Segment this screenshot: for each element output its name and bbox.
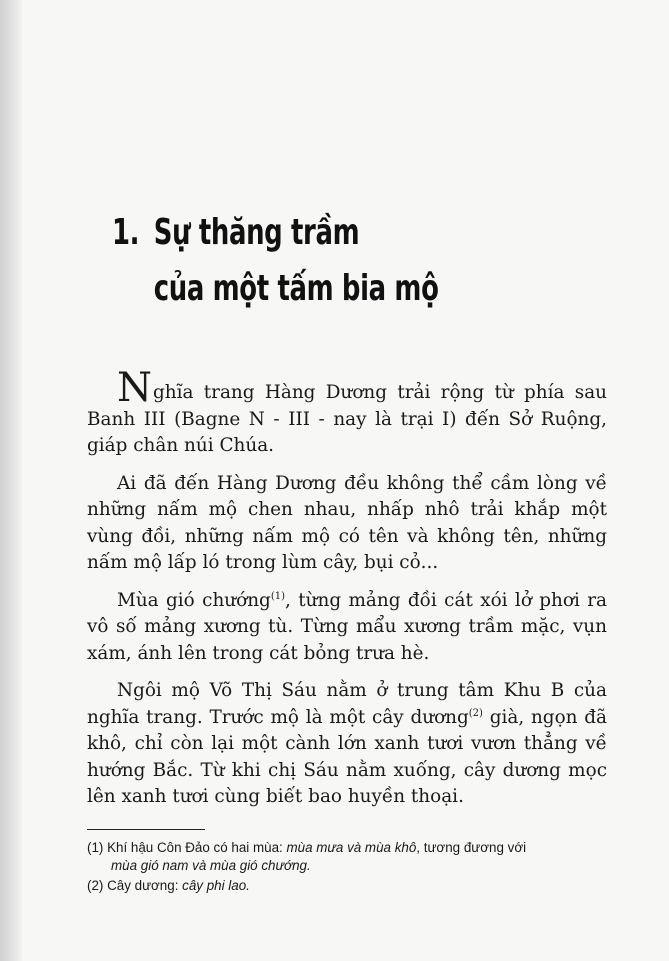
footnote-1-italic-a: mùa mưa và mùa khô — [286, 840, 417, 855]
paragraph-3 — [87, 588, 607, 668]
footnote-2-prefix: (2) Cây dương: — [87, 878, 183, 893]
footnote-ref-2: (2) — [468, 707, 483, 719]
drop-cap: N — [117, 365, 152, 411]
paragraph-2: Ai đã đến Hàng Dương đều không thể cầm lòng về những nấm mộ chen nhau, nhấp nhô trải khắp một vùng đồi, những nấm mộ có tên và không tên, những nấm mộ lấp ló trong lùm cây, bụi cỏ... — [87, 472, 607, 573]
paragraph-4-text-b: già, ngọn đã khô, chỉ còn lại một cành lớn xanh tươi vươn thẳng về hướng Bắc. Từ khi chị Sáu nằm xuống, cây dương mọc lên xanh tươi cùng biết bao huyền thoại. — [87, 706, 607, 807]
footnote-1 — [87, 839, 612, 874]
chapter-title-line-1: Sự thăng trầm — [153, 212, 360, 253]
body-text — [87, 365, 607, 822]
page-gutter — [0, 0, 22, 961]
footnotes — [87, 839, 612, 898]
paragraph-3-text-a: Mùa gió chướng — [117, 589, 271, 611]
paragraph-1-text: ghĩa trang Hàng Dương trải rộng từ phía sau Banh III (Bagne N - III - nay là trại I) đến Sở Ruộng, giáp chân núi Chúa. — [87, 382, 607, 456]
footnote-2-italic: cây phi lao. — [182, 878, 250, 893]
footnote-ref-1: (1) — [270, 590, 285, 602]
chapter-number: 1. — [112, 212, 140, 253]
paragraph-4 — [87, 678, 607, 811]
paragraph-3-text-b: , từng mảng đồi cát xói lở phơi ra vô số mảng xương tù. Từng mẩu xương trầm mặc, vụn xám, ánh lên trong cát bỏng trưa hè. — [87, 589, 607, 664]
paragraph-1 — [87, 365, 607, 460]
footnote-2 — [87, 877, 612, 895]
paragraph-4-text-a: Ngôi mộ Võ Thị Sáu nằm ở trung tâm Khu B của nghĩa trang. Trước mộ là một cây dương — [87, 680, 607, 728]
chapter-heading — [112, 205, 439, 317]
footnote-1-italic-b: mùa gió nam và mùa gió chướng. — [111, 857, 311, 873]
footnote-divider — [87, 829, 205, 830]
chapter-title-line-2: của một tấm bia mộ — [153, 268, 439, 309]
footnote-1-mid: , tương đương với — [416, 840, 527, 855]
footnote-1-prefix: (1) Khí hậu Côn Đảo có hai mùa: — [87, 840, 287, 855]
